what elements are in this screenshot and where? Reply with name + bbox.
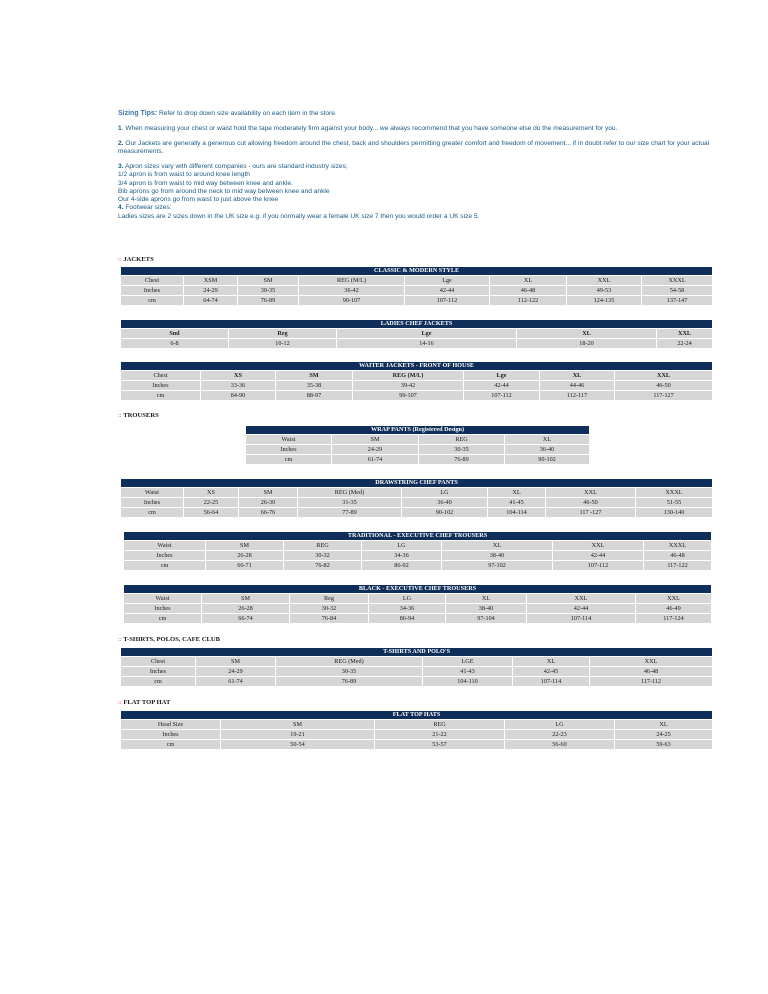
table-cell: Inches bbox=[121, 286, 184, 296]
table-cell: SM bbox=[238, 276, 299, 286]
table-cell: 104-114 bbox=[488, 508, 546, 518]
table-cell: 76-82 bbox=[284, 561, 362, 571]
table-cell: Waist bbox=[246, 435, 332, 445]
table-cell: cm bbox=[121, 740, 221, 750]
table-cell: 97-102 bbox=[442, 561, 553, 571]
tips-intro bbox=[118, 110, 718, 118]
table-cell: 61-74 bbox=[196, 677, 276, 687]
table-title-row bbox=[121, 320, 713, 329]
table-cell: 76-89 bbox=[419, 455, 505, 465]
table-title: BLACK - EXECUTIVE CHEF TROUSERS bbox=[124, 585, 712, 594]
table-cell: Lge bbox=[405, 276, 490, 286]
table-row bbox=[121, 498, 713, 508]
section-title: JACKETS bbox=[123, 256, 154, 263]
table-cell: 36-40 bbox=[505, 445, 590, 455]
table-cell: Head Size bbox=[121, 720, 221, 730]
table-row bbox=[121, 286, 713, 296]
table-cell: REG (M/L) bbox=[353, 371, 464, 381]
table-cell: Chest bbox=[121, 276, 184, 286]
table-row bbox=[124, 551, 712, 561]
table-cell: Inches bbox=[121, 730, 221, 740]
table-cell: Inches bbox=[124, 604, 202, 614]
table-cell: 66-76 bbox=[239, 508, 298, 518]
table-cell: 124-135 bbox=[567, 296, 642, 306]
table-cell: Lge bbox=[337, 329, 517, 339]
table-title-row bbox=[124, 585, 712, 594]
tip-1-number: 1 bbox=[118, 124, 122, 132]
table-cell: SM bbox=[239, 488, 298, 498]
traditional-trousers-table bbox=[123, 531, 712, 571]
tip-2-number: 2. bbox=[118, 139, 124, 147]
table-cell: 64-74 bbox=[184, 296, 238, 306]
table-cell: XL bbox=[442, 541, 553, 551]
table-row bbox=[121, 657, 713, 667]
table-row bbox=[246, 435, 590, 445]
table-cell: 117-127 bbox=[615, 391, 713, 401]
table-cell: 21-22 bbox=[375, 730, 505, 740]
drawstring-chef-pants-table bbox=[120, 478, 713, 518]
table-cell: 10-12 bbox=[229, 339, 337, 349]
table-cell: 50-54 bbox=[221, 740, 375, 750]
apron-line: 1/2 apron is from waist to around knee length bbox=[118, 171, 250, 179]
table-cell: XXL bbox=[590, 657, 713, 667]
table-row bbox=[121, 296, 713, 306]
tip-2-text: Our Jackets are generally a generous cut allowing freedom around the chest, back and shoulders permitting greater comfort and freedom of movement... if in doubt refer to our size chart for your actual measurements. bbox=[118, 139, 710, 156]
tip-4-text: Footwear sizes: bbox=[123, 204, 172, 212]
table-cell: 24-29 bbox=[184, 286, 238, 296]
table-row bbox=[121, 730, 713, 740]
section-title: T-SHIRTS, POLOS, CAFE CLUB bbox=[123, 636, 221, 643]
apron-line: Bib aprons go from around the neck to mid way between knee and ankle bbox=[118, 187, 330, 195]
table-cell: 130-140 bbox=[636, 508, 713, 518]
table-cell: Sml bbox=[121, 329, 229, 339]
table-row bbox=[124, 614, 712, 624]
table-cell: 38-40 bbox=[446, 604, 527, 614]
table-cell: XL bbox=[513, 657, 590, 667]
table-cell: 26-30 bbox=[239, 498, 298, 508]
table-cell: 31-35 bbox=[298, 498, 402, 508]
table-cell: Waist bbox=[124, 594, 202, 604]
table-title-row bbox=[124, 532, 712, 541]
table-cell: XL bbox=[488, 488, 546, 498]
table-cell: 46-48 bbox=[490, 286, 567, 296]
table-cell: 46-48 bbox=[590, 667, 713, 677]
table-cell: REG bbox=[419, 435, 505, 445]
table-title: DRAWSTRING CHEF PANTS bbox=[121, 479, 713, 488]
table-row bbox=[121, 371, 713, 381]
table-cell: cm bbox=[121, 296, 184, 306]
table-cell: 35-38 bbox=[276, 381, 353, 391]
table-cell: Inches bbox=[121, 381, 201, 391]
table-cell: XL bbox=[517, 329, 657, 339]
section-tshirts bbox=[118, 636, 220, 643]
table-cell: XXL bbox=[546, 488, 636, 498]
table-row bbox=[121, 381, 713, 391]
table-cell: cm bbox=[121, 677, 196, 687]
table-cell: XXL bbox=[553, 541, 644, 551]
footwear-note: Ladies sizes are 2 sizes down in the UK size e.g. if you normally wear a female UK size 7 then you would order a UK size 5. bbox=[118, 212, 480, 220]
table-cell: Waist bbox=[124, 541, 206, 551]
table-cell: 26-28 bbox=[206, 551, 284, 561]
table-cell: LG bbox=[402, 488, 488, 498]
table-cell: 42-44 bbox=[527, 604, 636, 614]
table-cell: LG bbox=[505, 720, 615, 730]
table-cell: 137-147 bbox=[642, 296, 713, 306]
flat-top-hats-table bbox=[120, 710, 713, 750]
table-cell: 22-23 bbox=[505, 730, 615, 740]
table-cell: 38-40 bbox=[442, 551, 553, 561]
table-cell: 107-114 bbox=[527, 614, 636, 624]
table-row bbox=[124, 541, 712, 551]
table-cell: 46-50 bbox=[615, 381, 713, 391]
table-cell: 112-122 bbox=[490, 296, 567, 306]
table-cell: 36-40 bbox=[402, 498, 488, 508]
table-cell: 46-49 bbox=[636, 604, 712, 614]
table-cell: 33-36 bbox=[201, 381, 276, 391]
table-cell: 56-60 bbox=[505, 740, 615, 750]
table-row bbox=[124, 561, 712, 571]
table-cell: 77-89 bbox=[298, 508, 402, 518]
table-cell: SM bbox=[196, 657, 276, 667]
table-row bbox=[121, 339, 713, 349]
table-cell: 44-46 bbox=[540, 381, 615, 391]
table-title: TRADITIONAL - EXECUTIVE CHEF TROUSERS bbox=[124, 532, 712, 541]
table-cell: 112-117 bbox=[540, 391, 615, 401]
table-cell: Reg bbox=[229, 329, 337, 339]
table-cell: 107-112 bbox=[464, 391, 540, 401]
table-cell: SM bbox=[206, 541, 284, 551]
table-title: T-SHIRTS AND POLO'S bbox=[121, 648, 713, 657]
section-title: TROUSERS bbox=[123, 412, 159, 419]
table-row bbox=[121, 740, 713, 750]
table-cell: XXL bbox=[657, 329, 713, 339]
table-cell: Inches bbox=[121, 498, 184, 508]
table-cell: 117-124 bbox=[636, 614, 712, 624]
table-row bbox=[121, 488, 713, 498]
wrap-pants-table bbox=[245, 425, 590, 465]
table-cell: 36-42 bbox=[299, 286, 405, 296]
table-cell: 97-104 bbox=[446, 614, 527, 624]
table-cell: 51-55 bbox=[636, 498, 713, 508]
table-title-row bbox=[246, 426, 590, 435]
section-jackets bbox=[118, 256, 154, 263]
table-cell: XL bbox=[490, 276, 567, 286]
table-cell: cm bbox=[121, 508, 184, 518]
table-cell: 107-112 bbox=[405, 296, 490, 306]
table-row bbox=[121, 276, 713, 286]
tip-3-text: Apron sizes vary with different companies - ours are standard industry sizes; bbox=[123, 162, 348, 170]
table-cell: REG (Med) bbox=[298, 488, 402, 498]
table-cell: 49-53 bbox=[567, 286, 642, 296]
table-cell: XXL bbox=[567, 276, 642, 286]
table-cell: 30-35 bbox=[276, 667, 423, 677]
table-title-row bbox=[121, 479, 713, 488]
table-cell: 41-43 bbox=[423, 667, 513, 677]
table-cell: 34-36 bbox=[369, 604, 446, 614]
table-row bbox=[246, 445, 590, 455]
table-cell: 24-29 bbox=[196, 667, 276, 677]
table-cell: XL bbox=[615, 720, 713, 730]
table-cell: Waist bbox=[121, 488, 184, 498]
tip-4-number: 4. bbox=[118, 204, 124, 212]
table-cell: 54-58 bbox=[642, 286, 713, 296]
table-cell: 59-63 bbox=[615, 740, 713, 750]
table-cell: 117-122 bbox=[644, 561, 712, 571]
table-cell: 18-20 bbox=[517, 339, 657, 349]
table-cell: 117-112 bbox=[590, 677, 713, 687]
table-cell: 22-25 bbox=[184, 498, 239, 508]
sizing-tips bbox=[118, 110, 718, 221]
table-cell: SM bbox=[221, 720, 375, 730]
table-cell: 24-29 bbox=[332, 445, 419, 455]
table-cell: cm bbox=[121, 391, 201, 401]
table-cell: 90-107 bbox=[299, 296, 405, 306]
table-row bbox=[121, 720, 713, 730]
table-cell: 42-44 bbox=[553, 551, 644, 561]
table-cell: 24-25 bbox=[615, 730, 713, 740]
table-cell: 66-71 bbox=[206, 561, 284, 571]
table-cell: 14-16 bbox=[337, 339, 517, 349]
ladies-chef-jackets-table bbox=[120, 319, 713, 349]
table-cell: 53-57 bbox=[375, 740, 505, 750]
table-cell: 30-32 bbox=[290, 604, 369, 614]
black-trousers-table bbox=[123, 584, 712, 624]
tip-4 bbox=[118, 204, 718, 212]
table-row bbox=[121, 667, 713, 677]
table-row bbox=[124, 594, 712, 604]
table-cell: XXXL bbox=[642, 276, 713, 286]
tip-3 bbox=[118, 163, 718, 171]
table-cell: 30-32 bbox=[284, 551, 362, 561]
table-cell: 76-89 bbox=[238, 296, 299, 306]
table-cell: Chest bbox=[121, 657, 196, 667]
table-cell: 6-8 bbox=[121, 339, 229, 349]
table-cell: 30-35 bbox=[419, 445, 505, 455]
table-title-row bbox=[121, 267, 713, 276]
table-cell: XL bbox=[446, 594, 527, 604]
section-trousers bbox=[118, 412, 159, 419]
table-cell: XXL bbox=[615, 371, 713, 381]
table-cell: cm bbox=[246, 455, 332, 465]
table-cell: 22-24 bbox=[657, 339, 713, 349]
table-cell: 90-102 bbox=[402, 508, 488, 518]
table-cell: 104-110 bbox=[423, 677, 513, 687]
tip-3-number: 3. bbox=[118, 162, 124, 170]
section-flat-top-hat bbox=[118, 699, 170, 706]
table-cell: Inches bbox=[121, 667, 196, 677]
section-marker: :: bbox=[118, 699, 122, 706]
table-title-row bbox=[121, 362, 713, 371]
section-marker: :: bbox=[118, 412, 122, 419]
table-cell: LG bbox=[369, 594, 446, 604]
table-cell: Inches bbox=[124, 551, 206, 561]
table-cell: 88-97 bbox=[276, 391, 353, 401]
table-cell: 42-44 bbox=[464, 381, 540, 391]
table-cell: 46-48 bbox=[644, 551, 712, 561]
table-cell: 107-114 bbox=[513, 677, 590, 687]
tip-1 bbox=[118, 125, 718, 133]
table-cell: 42-45 bbox=[513, 667, 590, 677]
table-cell: LGE bbox=[423, 657, 513, 667]
table-row bbox=[121, 391, 713, 401]
table-cell: 26-28 bbox=[202, 604, 290, 614]
table-cell: XL bbox=[505, 435, 590, 445]
tip-1-text: . When measuring your chest or waist hold the tape moderately firm against your body... we always recommend that you have someone else do the measurement for you. bbox=[121, 124, 618, 132]
table-cell: XSM bbox=[184, 276, 238, 286]
table-cell: 86-94 bbox=[369, 614, 446, 624]
table-cell: Reg bbox=[290, 594, 369, 604]
table-cell: 117 -127 bbox=[546, 508, 636, 518]
table-cell: REG (Med) bbox=[276, 657, 423, 667]
table-cell: 66-74 bbox=[202, 614, 290, 624]
table-cell: XXXL bbox=[644, 541, 712, 551]
table-cell: 107-112 bbox=[553, 561, 644, 571]
table-cell: 86-92 bbox=[362, 561, 442, 571]
table-row bbox=[121, 508, 713, 518]
table-title: WRAP PANTS (Registered Design) bbox=[246, 426, 590, 435]
tshirts-polos-table bbox=[120, 647, 713, 687]
table-title-row bbox=[121, 711, 713, 720]
table-cell: Lge bbox=[464, 371, 540, 381]
table-cell: 99-107 bbox=[353, 391, 464, 401]
table-title-row bbox=[121, 648, 713, 657]
table-row bbox=[121, 329, 713, 339]
table-cell: 61-74 bbox=[332, 455, 419, 465]
table-row bbox=[246, 455, 590, 465]
table-cell: XXL bbox=[636, 594, 712, 604]
table-cell: REG (M/L) bbox=[299, 276, 405, 286]
table-cell: SM bbox=[202, 594, 290, 604]
table-cell: REG bbox=[375, 720, 505, 730]
table-cell: Inches bbox=[246, 445, 332, 455]
table-cell: 90-102 bbox=[505, 455, 590, 465]
classic-modern-jackets-table bbox=[120, 266, 713, 306]
table-cell: 41-45 bbox=[488, 498, 546, 508]
table-cell: REG bbox=[284, 541, 362, 551]
table-cell: 46-50 bbox=[546, 498, 636, 508]
table-row bbox=[124, 604, 712, 614]
table-cell: XXL bbox=[527, 594, 636, 604]
section-marker: :: bbox=[118, 256, 122, 263]
table-cell: cm bbox=[124, 561, 206, 571]
table-cell: 76-84 bbox=[290, 614, 369, 624]
table-cell: Chest bbox=[121, 371, 201, 381]
tip-2 bbox=[118, 140, 718, 157]
tips-intro-text: Refer to drop down size availability on each item in the store. bbox=[157, 110, 337, 117]
table-cell: SM bbox=[276, 371, 353, 381]
table-cell: 39-42 bbox=[353, 381, 464, 391]
apron-line: 3/4 apron is from waist to mid way between knee and ankle. bbox=[118, 179, 293, 187]
table-cell: 84-90 bbox=[201, 391, 276, 401]
table-cell: 34-36 bbox=[362, 551, 442, 561]
section-title: FLAT TOP HAT bbox=[123, 699, 171, 706]
table-cell: 19-21 bbox=[221, 730, 375, 740]
table-title: FLAT TOP HATS bbox=[121, 711, 713, 720]
table-cell: LG bbox=[362, 541, 442, 551]
table-cell: 30-35 bbox=[238, 286, 299, 296]
table-title: LADIES CHEF JACKETS bbox=[121, 320, 713, 329]
table-cell: XXXL bbox=[636, 488, 713, 498]
table-row bbox=[121, 677, 713, 687]
table-cell: 76-89 bbox=[276, 677, 423, 687]
table-cell: XS bbox=[201, 371, 276, 381]
table-cell: XS bbox=[184, 488, 239, 498]
table-cell: cm bbox=[124, 614, 202, 624]
tips-label: Sizing Tips: bbox=[118, 110, 158, 117]
table-title: WAITER JACKETS - FRONT OF HOUSE bbox=[121, 362, 713, 371]
section-marker: :: bbox=[118, 636, 122, 643]
table-cell: 42-44 bbox=[405, 286, 490, 296]
apron-line: Our 4-side aprons go from waist to just above the knee bbox=[118, 196, 279, 204]
table-cell: 56-64 bbox=[184, 508, 239, 518]
table-cell: XL bbox=[540, 371, 615, 381]
waiter-jackets-table bbox=[120, 361, 713, 401]
table-cell: SM bbox=[332, 435, 419, 445]
table-title: CLASSIC & MODERN STYLE bbox=[121, 267, 713, 276]
